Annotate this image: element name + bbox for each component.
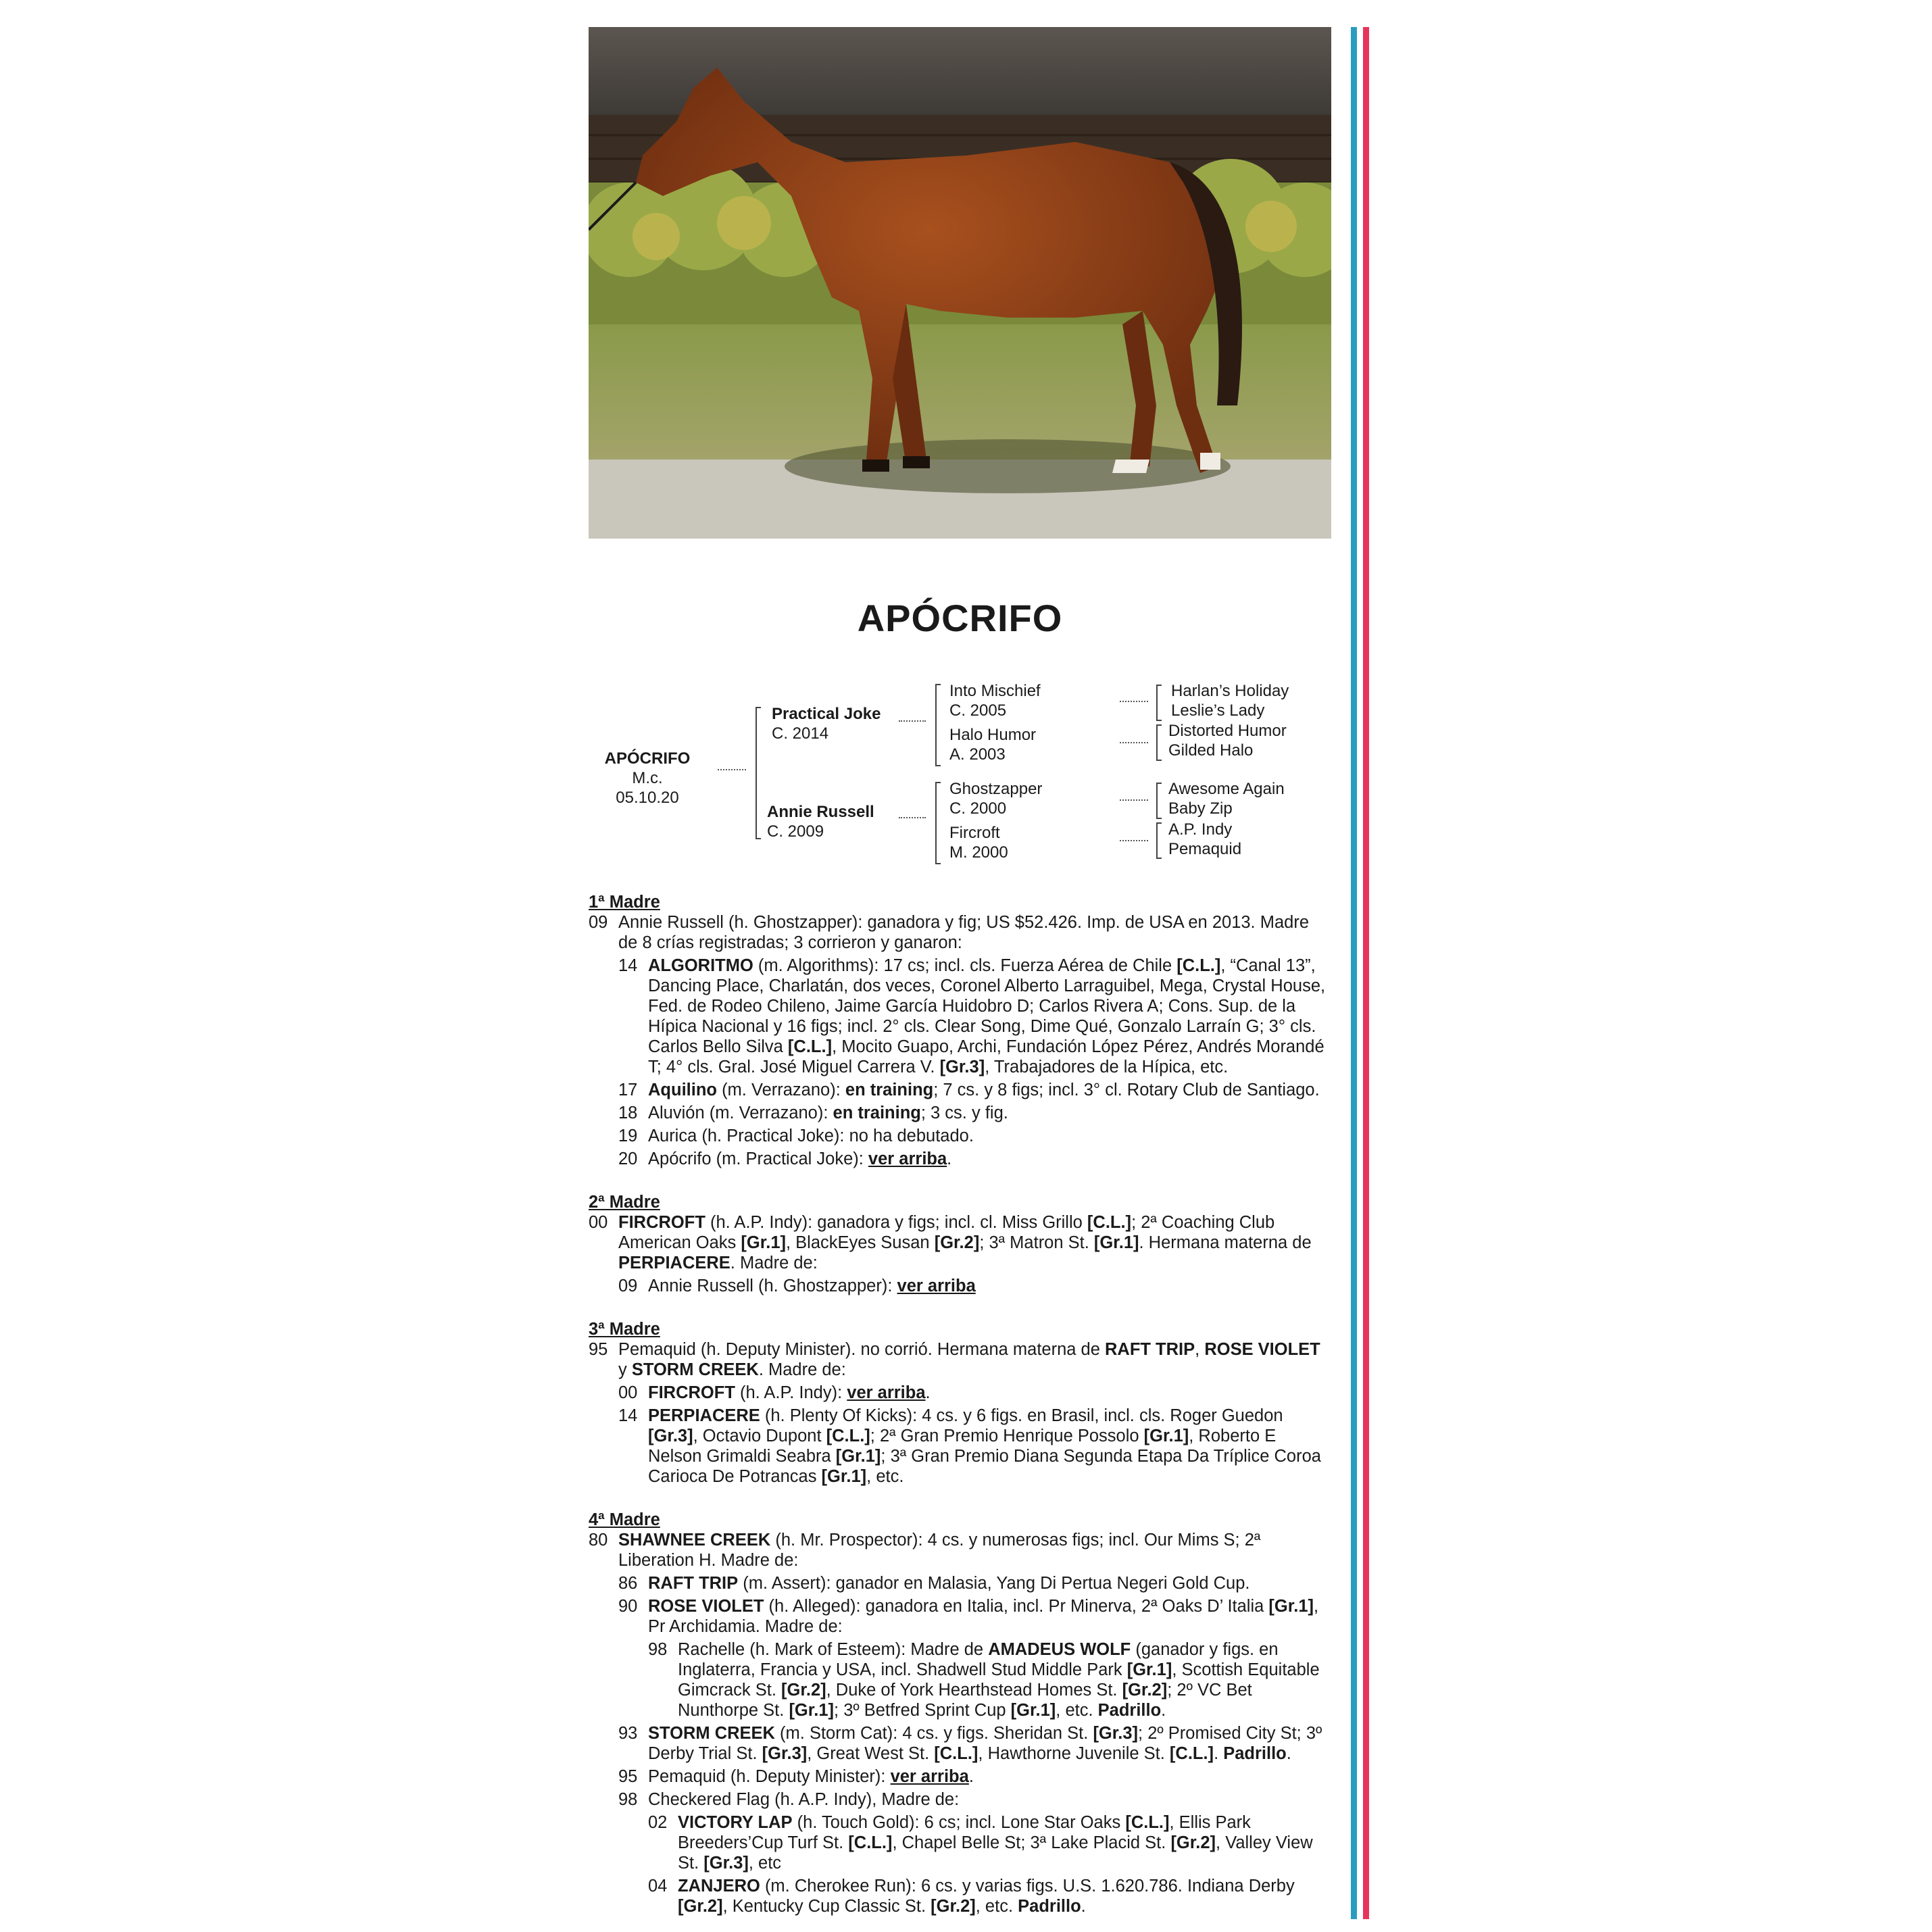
entry-text: Rachelle (h. Mark of Esteem): Madre de AMADEUS WOLF (ganador y figs. en Inglaterra, Francia y USA, incl. Shadwell Stud Middle Park [Gr.1], Scottish Equitable Gimcrack St. [Gr.2], Duke of York Hearthstead Homes St. [Gr.2]; 2º VC Bet Nunthorpe St. [Gr.1]; 3º Betfred Sprint Cup [Gr.1], etc. Padrillo. (678, 1640, 1320, 1720)
foal-year: 14 (618, 956, 638, 975)
dam-info: C. 2009 (767, 822, 824, 841)
dam-lines (589, 892, 1332, 1919)
bracket (1156, 685, 1162, 721)
foal-year: 98 (618, 1790, 638, 1809)
entry-text: ALGORITMO (m. Algorithms): 17 cs; incl. cls. Fuerza Aérea de Chile [C.L.], “Canal 13”, Dancing Place, Charlatán, dos veces, Coronel Alberto Larraguibel, Mega, Crystal House, Fed. de Rodeo Chileno, Jaime García Huidobro D; Carlos Rivera A; Cons. Sup. de la Hípica Nacional y 16 figs; incl. 2° cls. Clear Song, Dime Qué, Gonzalo Larraín G; 3° cls. Carlos Bello Silva [C.L.], Mocito Guapo, Archi, Fundación López Pérez, Andrés Morandé T; 4° cls. Gral. José Miguel Carrera V. [Gr.3], Trabajadores de la Hípica, etc. (648, 956, 1326, 1076)
list-item (589, 1339, 1332, 1380)
dam-section (589, 892, 1332, 1169)
foal-year: 20 (618, 1149, 638, 1168)
section-heading: 4ª Madre (589, 1510, 660, 1529)
foal-year: 95 (618, 1767, 638, 1786)
list-item (589, 956, 1332, 1077)
connector (718, 769, 746, 770)
entry-text: ZANJERO (m. Cherokee Run): 6 cs. y varias figs. U.S. 1.620.786. Indiana Derby [Gr.2], Kentucky Cup Classic St. [Gr.2], etc. Padrillo. (678, 1877, 1295, 1916)
pedigree-subject (600, 749, 695, 808)
pedigree-sire-dam (949, 725, 1036, 764)
foal-year: 17 (618, 1081, 638, 1099)
pedigree-gen3-8: Pemaquid (1168, 840, 1242, 858)
entry-text: STORM CREEK (m. Storm Cat): 4 cs. y figs. Sheridan St. [Gr.3]; 2º Promised City St; 3º Derby Trial St. [Gr.3], Great West St. [C.L.], Hawthorne Juvenile St. [C.L.]. Padrillo. (648, 1724, 1322, 1763)
connector (1120, 799, 1148, 801)
foal-year: 00 (618, 1383, 638, 1402)
section-heading: 2ª Madre (589, 1193, 660, 1212)
list-item (589, 912, 1332, 953)
list-item (589, 1573, 1332, 1593)
foal-year: 90 (618, 1597, 638, 1616)
horse-photo (589, 27, 1331, 539)
connector (1120, 701, 1148, 702)
list-item (589, 1080, 1332, 1100)
dam-sire-name: Ghostzapper (949, 780, 1043, 798)
dam-section (589, 1319, 1332, 1487)
entry-text: Annie Russell (h. Ghostzapper): ver arriba (648, 1277, 976, 1295)
entry-text: RAFT TRIP (m. Assert): ganador en Malasia, Yang Di Pertua Negeri Gold Cup. (648, 1574, 1250, 1593)
foal-year: 95 (589, 1340, 608, 1359)
entry-text: VICTORY LAP (h. Touch Gold): 6 cs; incl. Lone Star Oaks [C.L.], Ellis Park Breeders’Cup Turf St. [C.L.], Chapel Belle St; 3ª Lake Placid St. [Gr.2], Valley View St. [Gr.3], etc (678, 1813, 1313, 1873)
dam-section (589, 1510, 1332, 1916)
sire-sire-name: Into Mischief (949, 682, 1041, 700)
pedigree-gen3-2: Leslie’s Lady (1171, 701, 1265, 720)
list-item (589, 1639, 1332, 1720)
list-item (589, 1149, 1332, 1169)
pedigree-gen3-5: Awesome Again (1168, 780, 1285, 798)
foal-year: 93 (618, 1724, 638, 1743)
list-item (589, 1212, 1332, 1273)
section-heading: 1ª Madre (589, 893, 660, 912)
list-item (589, 1876, 1332, 1916)
foal-year: 09 (589, 913, 608, 932)
bracket (1156, 783, 1162, 819)
foal-year: 80 (589, 1531, 608, 1550)
list-item (589, 1406, 1332, 1487)
pedigree-gen3-3: Distorted Humor (1168, 722, 1287, 740)
pedigree-sire (772, 704, 881, 743)
foal-year: 04 (648, 1877, 668, 1896)
section-heading: 3ª Madre (589, 1320, 660, 1339)
decorative-stripe-red (1363, 27, 1369, 1919)
entry-text: FIRCROFT (h. A.P. Indy): ver arriba. (648, 1383, 931, 1402)
foal-year: 02 (648, 1813, 668, 1832)
list-item (589, 1103, 1332, 1123)
foal-year: 18 (618, 1104, 638, 1122)
bracket (935, 684, 941, 766)
sire-dam-info: A. 2003 (949, 745, 1006, 764)
page-title: APÓCRIFO (857, 597, 1063, 639)
pedigree-sire-sire (949, 681, 1041, 720)
entry-text: Pemaquid (h. Deputy Minister): ver arriba. (648, 1767, 974, 1786)
entry-text: Aurica (h. Practical Joke): no ha debutado. (648, 1126, 974, 1145)
bracket (935, 782, 941, 864)
entry-text: Pemaquid (h. Deputy Minister). no corrió. Hermana materna de RAFT TRIP, ROSE VIOLET y STORM CREEK. Madre de: (618, 1340, 1320, 1379)
foal-year: 86 (618, 1574, 638, 1593)
dam-name: Annie Russell (767, 803, 874, 821)
list-item (589, 1383, 1332, 1403)
pedigree-dam-sire (949, 779, 1042, 818)
foal-year: 98 (648, 1640, 668, 1659)
sire-info: C. 2014 (772, 724, 829, 743)
foal-year: 14 (618, 1406, 638, 1425)
foal-year: 19 (618, 1126, 638, 1145)
pedigree-gen3-1: Harlan’s Holiday (1171, 682, 1289, 700)
list-item (589, 1789, 1332, 1810)
subject-name: APÓCRIFO (604, 749, 691, 768)
dam-section (589, 1192, 1332, 1296)
subject-info: M.c. 05.10.20 (616, 769, 679, 807)
list-item (589, 1596, 1332, 1637)
bracket (756, 707, 761, 839)
connector (1120, 840, 1148, 841)
list-item (589, 1723, 1332, 1764)
pedigree-gen3-6: Baby Zip (1168, 799, 1233, 818)
decorative-stripe-blue (1351, 27, 1357, 1919)
connector (899, 817, 926, 818)
entry-text: Apócrifo (m. Practical Joke): ver arriba. (648, 1149, 952, 1168)
entry-text: Aquilino (m. Verrazano): en training; 7 cs. y 8 figs; incl. 3° cl. Rotary Club de Santiago. (648, 1081, 1320, 1099)
pedigree-dam (767, 802, 874, 841)
list-item (589, 1276, 1332, 1296)
pedigree-dam-dam (949, 823, 1008, 862)
pedigree-gen3-4: Gilded Halo (1168, 741, 1254, 760)
bracket (1156, 822, 1162, 859)
list-item (589, 1126, 1332, 1146)
entry-text: ROSE VIOLET (h. Alleged): ganadora en Italia, incl. Pr Minerva, 2ª Oaks D’ Italia [Gr.1], Pr Archidamia. Madre de: (648, 1597, 1319, 1636)
dam-sire-info: C. 2000 (949, 799, 1007, 818)
sire-name: Practical Joke (772, 705, 881, 723)
sire-dam-name: Halo Humor (949, 726, 1037, 744)
entry-text: FIRCROFT (h. A.P. Indy): ganadora y figs; incl. cl. Miss Grillo [C.L.]; 2ª Coaching Club American Oaks [Gr.1], BlackEyes Susan [Gr.2]; 3ª Matron St. [Gr.1]. Hermana materna de PERPIACERE. Madre de: (618, 1213, 1312, 1272)
dam-dam-info: M. 2000 (949, 843, 1008, 862)
list-item (589, 1812, 1332, 1873)
sire-sire-info: C. 2005 (949, 701, 1007, 720)
connector (899, 720, 926, 722)
bracket (1156, 724, 1162, 761)
entry-text: Aluvión (m. Verrazano): en training; 3 cs. y fig. (648, 1104, 1008, 1122)
entry-text: Annie Russell (h. Ghostzapper): ganadora y fig; US $52.426. Imp. de USA en 2013. Madre de 8 crías registradas; 3 corrieron y ganaron: (618, 913, 1310, 952)
entry-text: PERPIACERE (h. Plenty Of Kicks): 4 cs. y 6 figs. en Brasil, incl. cls. Roger Guedon [Gr.3], Octavio Dupont [C.L.]; 2ª Gran Premio Henrique Possolo [Gr.1], Roberto E Nelson Grimaldi Seabra [Gr.1]; 3ª Gran Premio Diana Segunda Etapa Da Tríplice Coroa Carioca De Potrancas [Gr.1], etc. (648, 1406, 1321, 1486)
entry-text: Checkered Flag (h. A.P. Indy), Madre de: (648, 1790, 960, 1809)
dam-dam-name: Fircroft (949, 824, 1000, 842)
foal-year: 00 (589, 1213, 608, 1232)
pedigree-gen3-7: A.P. Indy (1168, 820, 1233, 839)
foal-year: 09 (618, 1277, 638, 1295)
entry-text: SHAWNEE CREEK (h. Mr. Prospector): 4 cs. y numerosas figs; incl. Our Mims S; 2ª Liberation H. Madre de: (618, 1531, 1261, 1570)
list-item (589, 1766, 1332, 1787)
list-item (589, 1530, 1332, 1570)
connector (1120, 742, 1148, 743)
